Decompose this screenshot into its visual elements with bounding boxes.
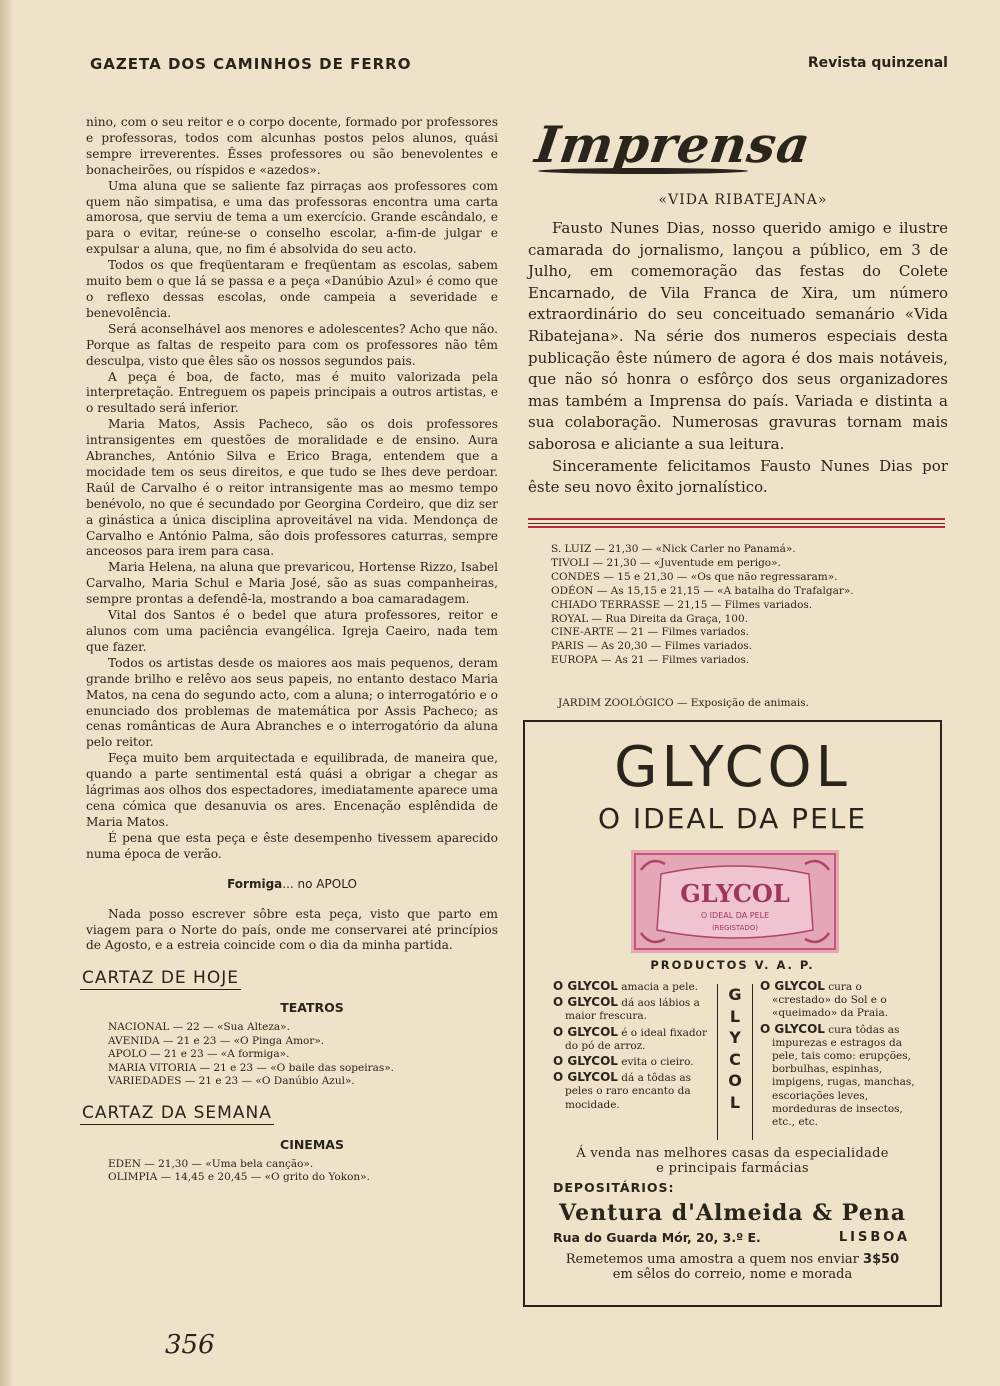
- article-paragraph: nino, com o seu reitor e o corpo docente, formado por professores e professoras, todos com alcunhas postos pelos alunos, quási sempre irreverentes. Êsses professores ou são benevolentes e bonacheirões, ou ríspidos e «azedos».: [86, 115, 498, 177]
- list-item: CINE-ARTE — 21 — Filmes variados.: [551, 626, 749, 639]
- list-item: S. LUIZ — 21,30 — «Nick Carler no Panamá».: [551, 543, 796, 555]
- vertical-letter: Y: [729, 1028, 741, 1047]
- ad-slogan: O IDEAL DA PELE: [597, 802, 868, 835]
- jardim-zoologico: JARDIM ZOOLÓGICO — Exposição de animais.: [558, 697, 809, 709]
- red-divider: [528, 518, 945, 528]
- list-item: TIVOLI — 21,30 — «Juventude em perigo».: [551, 556, 781, 569]
- ad-firm-name: Ventura d'Almeida & Pena: [559, 1200, 906, 1226]
- vertical-letter: G: [728, 985, 742, 1004]
- list-item: NACIONAL — 22 — «Sua Alteza».: [108, 1021, 290, 1034]
- vida-ribatejana-title: «VIDA RIBATEJANA»: [658, 192, 828, 208]
- benefit-item: O GLYCOL cura o «crestado» do Sol e o «queimado» da Praia.: [760, 979, 889, 1020]
- label-registered: (REGISTADO): [711, 924, 759, 932]
- ad-availability: Á venda nas melhores casas da especialidade e principais farmácias: [576, 1146, 889, 1176]
- ad-price: 3$50: [863, 1252, 900, 1267]
- vertical-glycol: [717, 984, 753, 1140]
- article-paragraph: Todos os que freqüentaram e freqüentam as escolas, sabem muito bem o que lá se passa e a peça «Danúbio Azul» é como que o reflexo dessas escolas, onde campeia a severidade e benevolência.: [86, 258, 498, 320]
- list-item: OLIMPIA — 14,45 e 20,45 — «O grito do Yokon».: [108, 1171, 370, 1184]
- list-item: CONDES — 15 e 21,30 — «Os que não regressaram».: [551, 570, 838, 583]
- list-item: EUROPA — As 21 — Filmes variados.: [551, 654, 750, 667]
- article-paragraph: Feça muito bem arquitectada e equilibrada, de maneira que, quando a parte sentimental está quási a obrigar a chegar as lágrimas aos olhos dos espectadores, imediatamente aparece uma cena cómica que desanuvia os ares. Encenação esplêndida de Maria Matos.: [86, 751, 498, 829]
- article-paragraph: Vital dos Santos é o bedel que atura professores, reitor e alunos com uma paciência evangélica. Igreja Caeiro, nada tem que fazer.: [86, 608, 498, 654]
- page-edge: [0, 0, 14, 1386]
- imprensa-paragraph: Sinceramente felicitamos Fausto Nunes Dias por êste seu novo êxito jornalístico.: [528, 456, 948, 497]
- article-paragraph: Uma aluna que se saliente faz pirraças aos professores com quem não simpatisa, e uma das professoras encontra uma carta amorosa, que serviu de tema a um exercício. Grande escândalo, e para o evitar, reúne-se o conselho escolar, a-fim-de julgar e expulsar a aluna, que, no fim é absolvida do seu acto.: [86, 178, 498, 257]
- ad-address: Rua do Guarda Mór, 20, 3.º E.: [553, 1230, 761, 1245]
- list-item: AVENIDA — 21 e 23 — «O Pinga Amor».: [108, 1034, 325, 1047]
- ad-brand: GLYCOL: [614, 735, 851, 800]
- teatros-list: [86, 1021, 498, 1089]
- article-paragraph: Maria Matos, Assis Pacheco, são os dois professores intransigentes em questões de moralidade e de ensino. Aura Abranches, António Silva e Erico Braga, entendem que a mocidade tem os seus direitos, e que tudo se lhes deve perdoar. Raúl de Carvalho é o reitor intransigente mas ao mesmo tempo benévolo, no que é secundado por Georgina Cordeiro, que diz ser a ginástica a única disciplina aproveitável na vida. Mendonça de Carvalho e António Palma, são dois professores caturras, sempre anceosos para irem para casa.: [86, 417, 498, 559]
- list-item: MARIA VITORIA — 21 e 23 — «O baile das sopeiras».: [108, 1061, 395, 1074]
- formiga-subheading: [86, 877, 498, 891]
- cartaz-hoje-section: [82, 968, 498, 1089]
- cartaz-semana-section: [82, 1102, 498, 1185]
- article-paragraph: Maria Helena, na aluna que prevaricou, Hortense Rizzo, Isabel Carvalho, Maria Schul e Maria José, são as suas companheiras, sempre prontas a defendê-la, mostrando a boa camaradagem.: [86, 560, 498, 607]
- ad-sample-offer: Remetemos uma amostra a quem nos enviar 3$50 em sêlos do correio, nome e morada: [565, 1252, 900, 1282]
- imprensa-paragraph: Fausto Nunes Dias, nosso querido amigo e ilustre camarada do jornalismo, lançou a público, em 3 de Julho, em comemoração das festas do Colete Encarnado, de Vila Franca de Xira, um número extraordinário do seu conceituado semanário «Vida Ribatejana». Na série dos numeros especiais desta publicação êste número de agora é dos mais notáveis, que não só honra o esfôrço dos seus organizadores mas também a Imprensa do país. Variada e distinta a sua colaboração. Numerosas gravuras tornam mais saborosa e aliciante a sua leitura.: [528, 219, 948, 453]
- formiga-subheading-rest: ... no APOLO: [282, 876, 357, 891]
- cinemas-list-right: [551, 543, 854, 668]
- vertical-letter: L: [729, 1006, 741, 1026]
- list-item: CHIADO TERRASSE — 21,15 — Filmes variados.: [551, 598, 813, 611]
- glycol-advertisement: [523, 720, 942, 1307]
- cartaz-hoje-title: CARTAZ DE HOJE: [82, 968, 239, 989]
- list-item: ODÉON — As 15,15 e 21,15 — «A batalha do Trafalgar».: [551, 584, 854, 597]
- ad-benefits-right: [760, 980, 922, 1131]
- page-number: 356: [165, 1330, 215, 1360]
- vertical-letter: O: [728, 1071, 742, 1090]
- article-paragraph: Todos os artistas desde os maiores aos mais pequenos, deram grande brilho e relêvo aos seus papeis, no entanto destaco Maria Matos, na cena do segundo acto, com a aluna; o interrogatório e o enunciado dos problemas de matemática por Assis Pacheco; as cenas românticas de Aura Abranches e o interrogatório da aluna pelo reitor.: [86, 655, 498, 750]
- benefit-item: O GLYCOL cura tôdas as impurezas e estragos da pele, tais como: erupções, borbulhas, espinhas, impigens, rugas, manchas, escoriações leves, mordeduras de insectos, etc., etc.: [760, 1021, 915, 1129]
- label-brand: GLYCOL: [680, 879, 790, 908]
- benefit-item: O GLYCOL é o ideal fixador do pó de arroz.: [553, 1024, 707, 1052]
- cartaz-semana-title: CARTAZ DA SEMANA: [82, 1102, 272, 1123]
- left-column: [82, 115, 498, 1185]
- list-item: ROYAL — Rua Direita da Graça, 100.: [551, 612, 748, 625]
- article-paragraph: A peça é boa, de facto, mas é muito valorizada pela interpretação. Entreguem os papeis principais a outros artistas, e o resultado será inferior.: [86, 369, 498, 416]
- benefit-item: O GLYCOL evita o cieiro.: [553, 1054, 694, 1069]
- cinemas-list-left: [86, 1158, 498, 1185]
- list-item: VARIEDADES — 21 e 23 — «O Danúbio Azul».: [108, 1075, 355, 1088]
- list-item: EDEN — 21,30 — «Uma bela canção».: [108, 1157, 314, 1170]
- list-item: PARIS — As 20,30 — Filmes variados.: [551, 640, 753, 653]
- product-label-image: [631, 850, 839, 953]
- ad-depositarios-label: DEPOSITÁRIOS:: [553, 1180, 675, 1195]
- list-item: APOLO — 21 e 23 — «A formiga».: [108, 1048, 290, 1061]
- ad-benefits-left: [553, 980, 711, 1114]
- ad-productos: PRODUCTOS V. A. P.: [650, 958, 815, 972]
- formiga-paragraph: Nada posso escrever sôbre esta peça, visto que parto em viagem para o Norte do país, onde me conservarei até princípios de Agosto, e a estreia coincide com o dia da minha partida.: [86, 906, 498, 953]
- ad-city: LISBOA: [838, 1230, 910, 1245]
- imprensa-title: Imprensa: [531, 115, 815, 174]
- article-paragraph: Será aconselhável aos menores e adolescentes? Acho que não. Porque as faltas de respeito para com os professores não têm desculpa, visto que êles são os nossos segundos pais.: [86, 321, 498, 368]
- benefit-item: O GLYCOL amacia a pele.: [553, 979, 699, 993]
- label-line: O IDEAL DA PELE: [700, 911, 770, 920]
- benefit-item: O GLYCOL dá a tôdas as peles o raro encanto da mocidade.: [553, 1070, 692, 1111]
- journal-title: GAZETA DOS CAMINHOS DE FERRO: [90, 55, 412, 73]
- article-paragraph: É pena que esta peça e êste desempenho tivessem aparecido numa época de verão.: [86, 830, 498, 861]
- vertical-letter: L: [729, 1092, 741, 1112]
- teatros-heading: TEATROS: [280, 1000, 344, 1016]
- formiga-subheading-bold: Formiga: [227, 876, 283, 891]
- benefit-item: O GLYCOL dá aos lábios a maior frescura.: [553, 995, 700, 1023]
- right-column: [528, 115, 948, 499]
- journal-periodicity: Revista quinzenal: [807, 55, 948, 71]
- vertical-letter: C: [729, 1049, 741, 1069]
- cinemas-heading: CINEMAS: [280, 1136, 344, 1152]
